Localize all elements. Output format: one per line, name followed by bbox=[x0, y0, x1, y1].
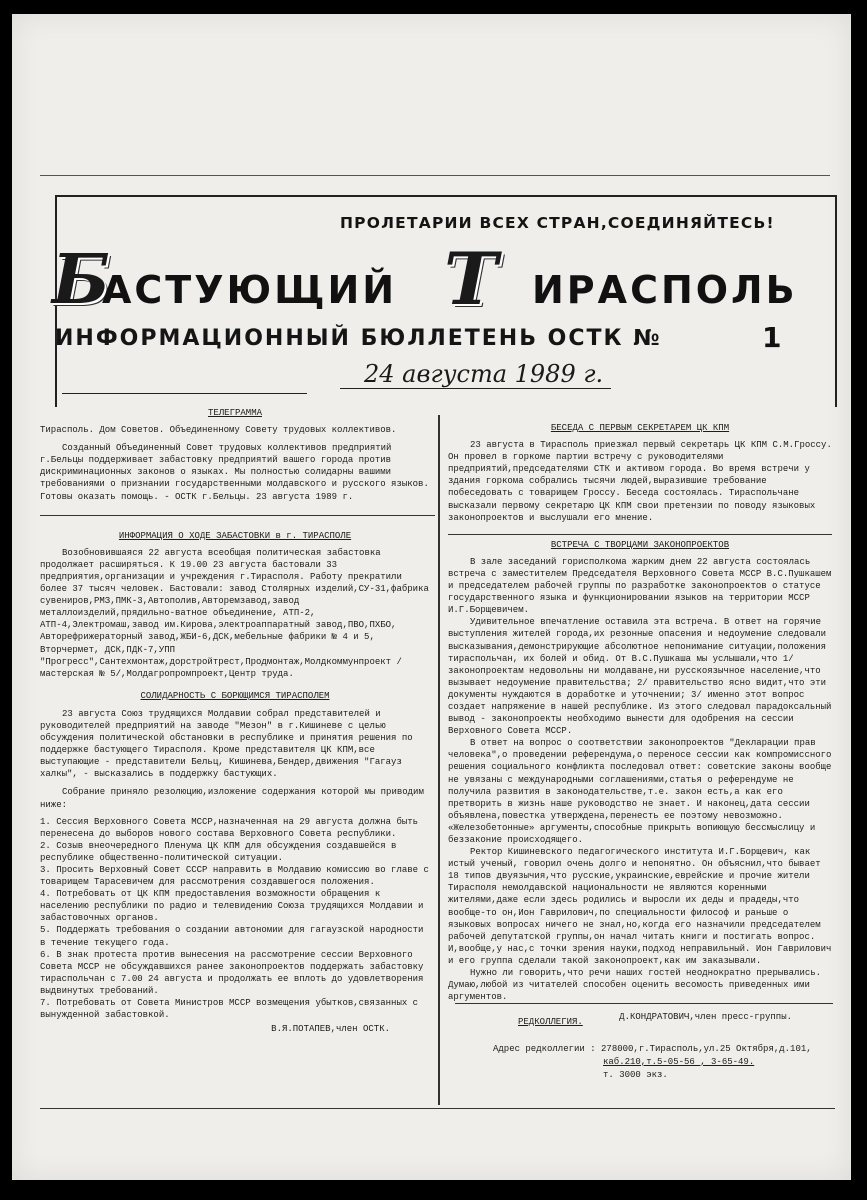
editorial-heading: РЕДКОЛЛЕГИЯ. bbox=[518, 1017, 583, 1027]
masthead-title bbox=[52, 236, 842, 321]
resolution-item: 7. Потребовать от Совета Министров МССР возмещения убытков,связанных с вынужденной забастовкой. bbox=[40, 998, 419, 1021]
divider bbox=[448, 534, 832, 535]
solidarity-heading: СОЛИДАРНОСТЬ С БОРЮЩИМСЯ ТИРАСПОЛЕМ bbox=[140, 690, 330, 701]
solidarity-signature: В.Я.ПОТАПЕВ,член ОСТК. bbox=[271, 1024, 390, 1035]
authors-paragraph: В ответ на вопрос о соответствии законопроектов "Декларации прав человека",о проведении референдума,о переносе сессии как компромиссного решения социального конфликта последовал ответ: советские законы вообще не увязаны с международными соглашениями,статья о референдуме не получила развития в законодательстве,т.е. закон есть,а как его претворить в жизнь наше руководство не знает. И наконец,дата сессии объявлена,повестка утверждена,перенесть ее поэтому невозможно. «Железобетонные» аргументы,способные прикрыть вопиющую бессмыслицу и беззаконие происходящего. bbox=[448, 738, 832, 845]
masthead-subtitle: ИНФОРМАЦИОННЫЙ БЮЛЛЕТЕНЬ ОСТК № bbox=[55, 326, 662, 351]
right-column bbox=[448, 420, 832, 1023]
telegram-address: Тирасполь. Дом Советов. Объединенному Совету трудовых коллективов. bbox=[40, 425, 397, 436]
column-separator bbox=[438, 415, 440, 1105]
bottom-rule bbox=[40, 1108, 835, 1109]
authors-signature: Д.КОНДРАТОВИЧ,член пресс-группы. bbox=[619, 1012, 792, 1023]
strike-info-heading: ИНФОРМАЦИЯ О ХОДЕ ЗАБАСТОВКИ в г. ТИРАСПОЛЕ bbox=[118, 530, 352, 541]
solidarity-body-2: Собрание приняло резолюцию,изложение содержания которой мы приводим ниже: bbox=[40, 787, 424, 810]
authors-paragraph: Ректор Кишиневского педагогического института И.Г.Борщевич, как истый ученый, говорил очень долго и непонятно. Он объяснил,что бывает 18 типов двуязычия,что русские,украинские,еврейские и прочие жители Тирасполя немолдавской национальности не являются коренными жителями,даже если здесь родились и выросли их деды и прадеды,что вообще-то он,Ион Гаврилович,по специальности философ и раньше о языковых вопросах ничего не знал,но,когда его назначили председателем рабочей депутатской группы,он начал читать книги и постигать вопрос. И,вообще,у нас,с точки зрения науки,подход неправильный. Ион Гаврилович и его группа сделали такой законопроект,как им заказывали. bbox=[448, 847, 832, 966]
editorial-top-rule bbox=[455, 1003, 833, 1004]
circulation: т. 3000 экз. bbox=[603, 1070, 668, 1080]
masthead-bottom-rule bbox=[62, 393, 307, 394]
issue-date: 24 августа 1989 г. bbox=[340, 360, 611, 389]
address-line-2: каб.210,т.5-05-56 , 3-65-49. bbox=[603, 1057, 755, 1067]
secretary-body: 23 августа в Тирасполь приезжал первый секретарь ЦК КПМ С.М.Гроссу. Он провел в горкоме партии встречу с руководителями предприятий,председателями СТК и активом города. Во время встречи у здания горкома собрались тысячи людей,выразившие требование побеседовать с товарищем Гроссу. Беседа состоялась. Тираспольчане высказали первому секретарю ЦК КПМ свои претензии по поводу языковых законопроектов и выслушали его мнение. bbox=[448, 440, 832, 523]
solidarity-body-1: 23 августа Союз трудящихся Молдавии собрал представителей и руководителей предприятий на заводе "Мезон" в г.Кишиневе с целью обсуждения политической обстановки в республике и принятия решения по поддержке бастующего Тирасполя. Кроме представителя ЦК КПМ,все выступающие - представители Бельц, Кишинева,Бендер,движения "Гагауз халкы", - высказались в поддержку бастующих. bbox=[40, 708, 413, 780]
title-initial-t: Т bbox=[444, 236, 498, 321]
resolution-item: 6. В знак протеста против вынесения на рассмотрение сессии Верховного Совета МССР не обсуждавшихся ранее законопроектов поддержать забастовку тираспольчан с 7.00 24 августа и продолжать ее вплоть до удовлетворения выдвинутых требований. bbox=[40, 949, 424, 996]
resolution-item: 4. Потребовать от ЦК КПМ предоставления возможности обращения к населению республики по радио и телевидению Союза трудящихся Молдавии и забастовочных органов. bbox=[40, 889, 424, 924]
authors-paragraph: Нужно ли говорить,что речи наших гостей неоднократно прерывались. Думаю,любой из читателей способен оценить весомость приведенных ими аргументов. bbox=[448, 968, 822, 1003]
divider bbox=[40, 515, 435, 516]
telegram-body: Созданный Объединенный Совет трудовых коллективов предприятий г.Бельцы поддерживает забастовку предприятий вашего города против дискриминационных законов о языках. Мы полностью солидарны вашими требованиями о признании государственными молдавского и русского языков. Готовы оказать помощь. - ОСТК г.Бельцы. 23 августа 1989 г. bbox=[40, 443, 429, 502]
resolution-item: 5. Поддержать требования о создании автономии для гагаузской народности в течение текущего года. bbox=[40, 925, 424, 948]
masthead-slogan: ПРОЛЕТАРИИ ВСЕХ СТРАН,СОЕДИНЯЙТЕСЬ! bbox=[340, 214, 775, 232]
authors-paragraph: В зале заседаний горисполкома жарким днем 22 августа состоялась встреча с заместителем Председателя Верховного Совета МССР В.С.Пушкашем и председателем рабочей группы по разработке законопроектов о статусе государственного языка и функционировании языков на территории МССР И.Г.Борщевичем. bbox=[448, 556, 832, 616]
title-word-2: ИРАСПОЛЬ bbox=[532, 268, 798, 312]
authors-heading: ВСТРЕЧА С ТВОРЦАМИ ЗАКОНОПРОЕКТОВ bbox=[550, 539, 730, 550]
resolution-item: 2. Созыв внеочередного Пленума ЦК КПМ для обсуждения создавшейся в республике общественно-политической ситуации. bbox=[40, 840, 397, 863]
editorial-address bbox=[493, 1043, 812, 1082]
issue-number: 1 bbox=[762, 321, 782, 354]
telegram-heading: ТЕЛЕГРАММА bbox=[207, 408, 262, 418]
left-column bbox=[40, 405, 430, 1035]
strike-info-body: Возобновившаяся 22 августа всеобщая политическая забастовка продолжает расширяться. К 19.00 23 августа бастовали 33 предприятия,организации и учреждения г.Тирасполя. Работу прекратили более 37 тысяч человек. Бастовали: завод Столярных изделий,СУ-31,фабрика сувениров,РМЗ,ПМК-3,Автополив,Авторемзавод,завод металлоизделий,прядильно-ватное объединение, АТП-2, АТП-4,Электромаш,завод им.Кирова,электроаппаратный завод,ПВО,ПХБО, Авторефрижераторный завод,ЖБИ-6,ДСК,мебельные фабрики № 4 и 5, Вторчермет, ДСК,ПДК-7,УПП "Прогресс",Сантехмонтаж,дорстройтрест,Продмонтаж,Молдкоммунпроект /мастерская № 5/,Молдагропромпроект,Центр труда. bbox=[40, 547, 429, 679]
resolution-list bbox=[40, 816, 430, 1022]
resolution-item: 3. Просить Верховный Совет СССР направить в Молдавию комиссию во главе с товарищем Тарасевичем для рассмотрения создавшегося положения. bbox=[40, 865, 429, 888]
address-line-1: Адрес редколлегии : 278000,г.Тирасполь,ул.25 Октября,д.101, bbox=[493, 1044, 812, 1054]
title-word-1: АСТУЮЩИЙ bbox=[102, 268, 398, 312]
resolution-item: 1. Сессия Верховного Совета МССР,назначенная на 29 августа должна быть перенесена до выборов нового состава Верховного Совета республики. bbox=[40, 816, 419, 839]
top-rule bbox=[40, 175, 830, 176]
title-initial-b: Б bbox=[52, 240, 111, 320]
secretary-heading: БЕСЕДА С ПЕРВЫМ СЕКРЕТАРЕМ ЦК КПМ bbox=[550, 423, 730, 433]
authors-paragraph: Удивительное впечатление оставила эта встреча. В ответ на горячие выступления жителей города,их резонные опасения и недоумение следовали высказывания,демонстрирующие абсолютное непонимание ситуации,положения тираспольчан, их болей и обид. От В.С.Пушкаша мы услышали,что 1/ законопроектам недовольны ни молдаване,ни русскоязычное население,что вызывает недоумение правительства; 2/ правительство ясно видит,что эти документы нуждаются в доработке и уточнении; 3/ именно этот вопрос создает напряжение в нашей республике. Из этого следовал парадоксальный вывод - законопроекты необходимо вынести для одобрения на сессии Верховного Совета МССР. bbox=[448, 617, 832, 737]
